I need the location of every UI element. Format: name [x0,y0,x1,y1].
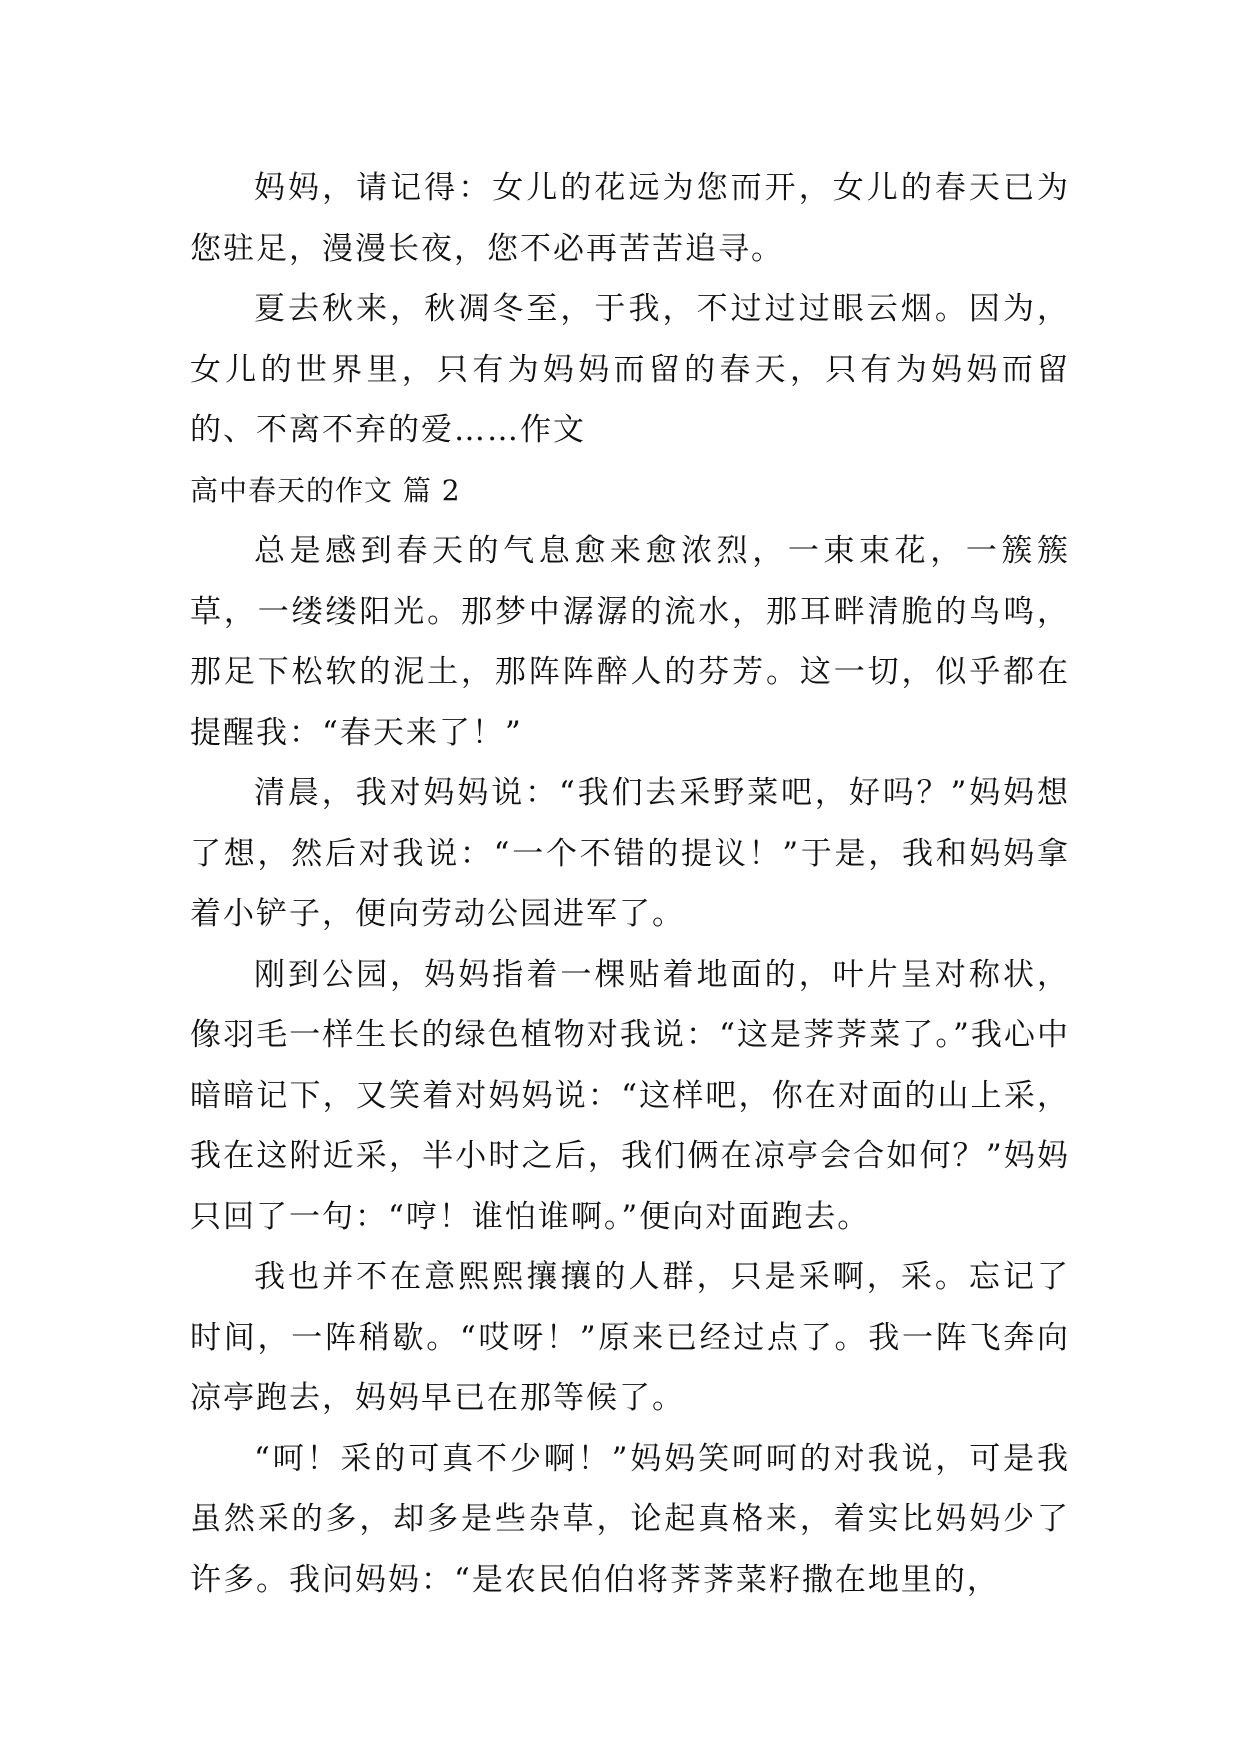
section-title: 高中春天的作文 篇 2 [190,473,461,507]
paragraph: 刚到公园，妈妈指着一棵贴着地面的，叶片呈对称状，像羽毛一样生长的绿色植物对我说：“这是荠荠菜了。”我心中暗暗记下，又笑着对妈妈说：“这样吧，你在对面的山上采，我在这附近采，半小时之后，我们俩在凉亭会合如何？”妈妈只回了一句：“哼！谁怕谁啊。”便向对面跑去。 [190,956,1070,1235]
paragraph: 总是感到春天的气息愈来愈浓烈，一束束花，一簇簇草，一缕缕阳光。那梦中潺潺的流水，那耳畔清脆的鸟鸣，那足下松软的泥土，那阵阵醉人的芬芳。这一切，似乎都在提醒我：“春天来了！” [190,533,1070,751]
paragraph: 清晨，我对妈妈说：“我们去采野菜吧，好吗？”妈妈想了想，然后对我说：“一个不错的提议！”于是，我和妈妈拿着小铲子，便向劳动公园进军了。 [190,775,1070,932]
paragraph: 夏去秋来，秋凋冬至，于我，不过过过眼云烟。因为，女儿的世界里，只有为妈妈而留的春天，只有为妈妈而留的、不离不弃的爱……作文 [190,291,1070,448]
document-page [190,158,1070,1610]
paragraph: “呵！采的可真不少啊！”妈妈笑呵呵的对我说，可是我虽然采的多，却多是些杂草，论起真格来，着实比妈妈少了许多。我问妈妈：“是农民伯伯将荠荠菜籽撒在地里的， [190,1440,1070,1598]
paragraph: 我也并不在意熙熙攘攘的人群，只是采啊，采。忘记了时间，一阵稍歇。“哎呀！”原来已经过点了。我一阵飞奔向凉亭跑去，妈妈早已在那等候了。 [190,1259,1070,1416]
paragraph: 妈妈，请记得：女儿的花远为您而开，女儿的春天已为您驻足，漫漫长夜，您不必再苦苦追寻。 [190,170,1070,267]
